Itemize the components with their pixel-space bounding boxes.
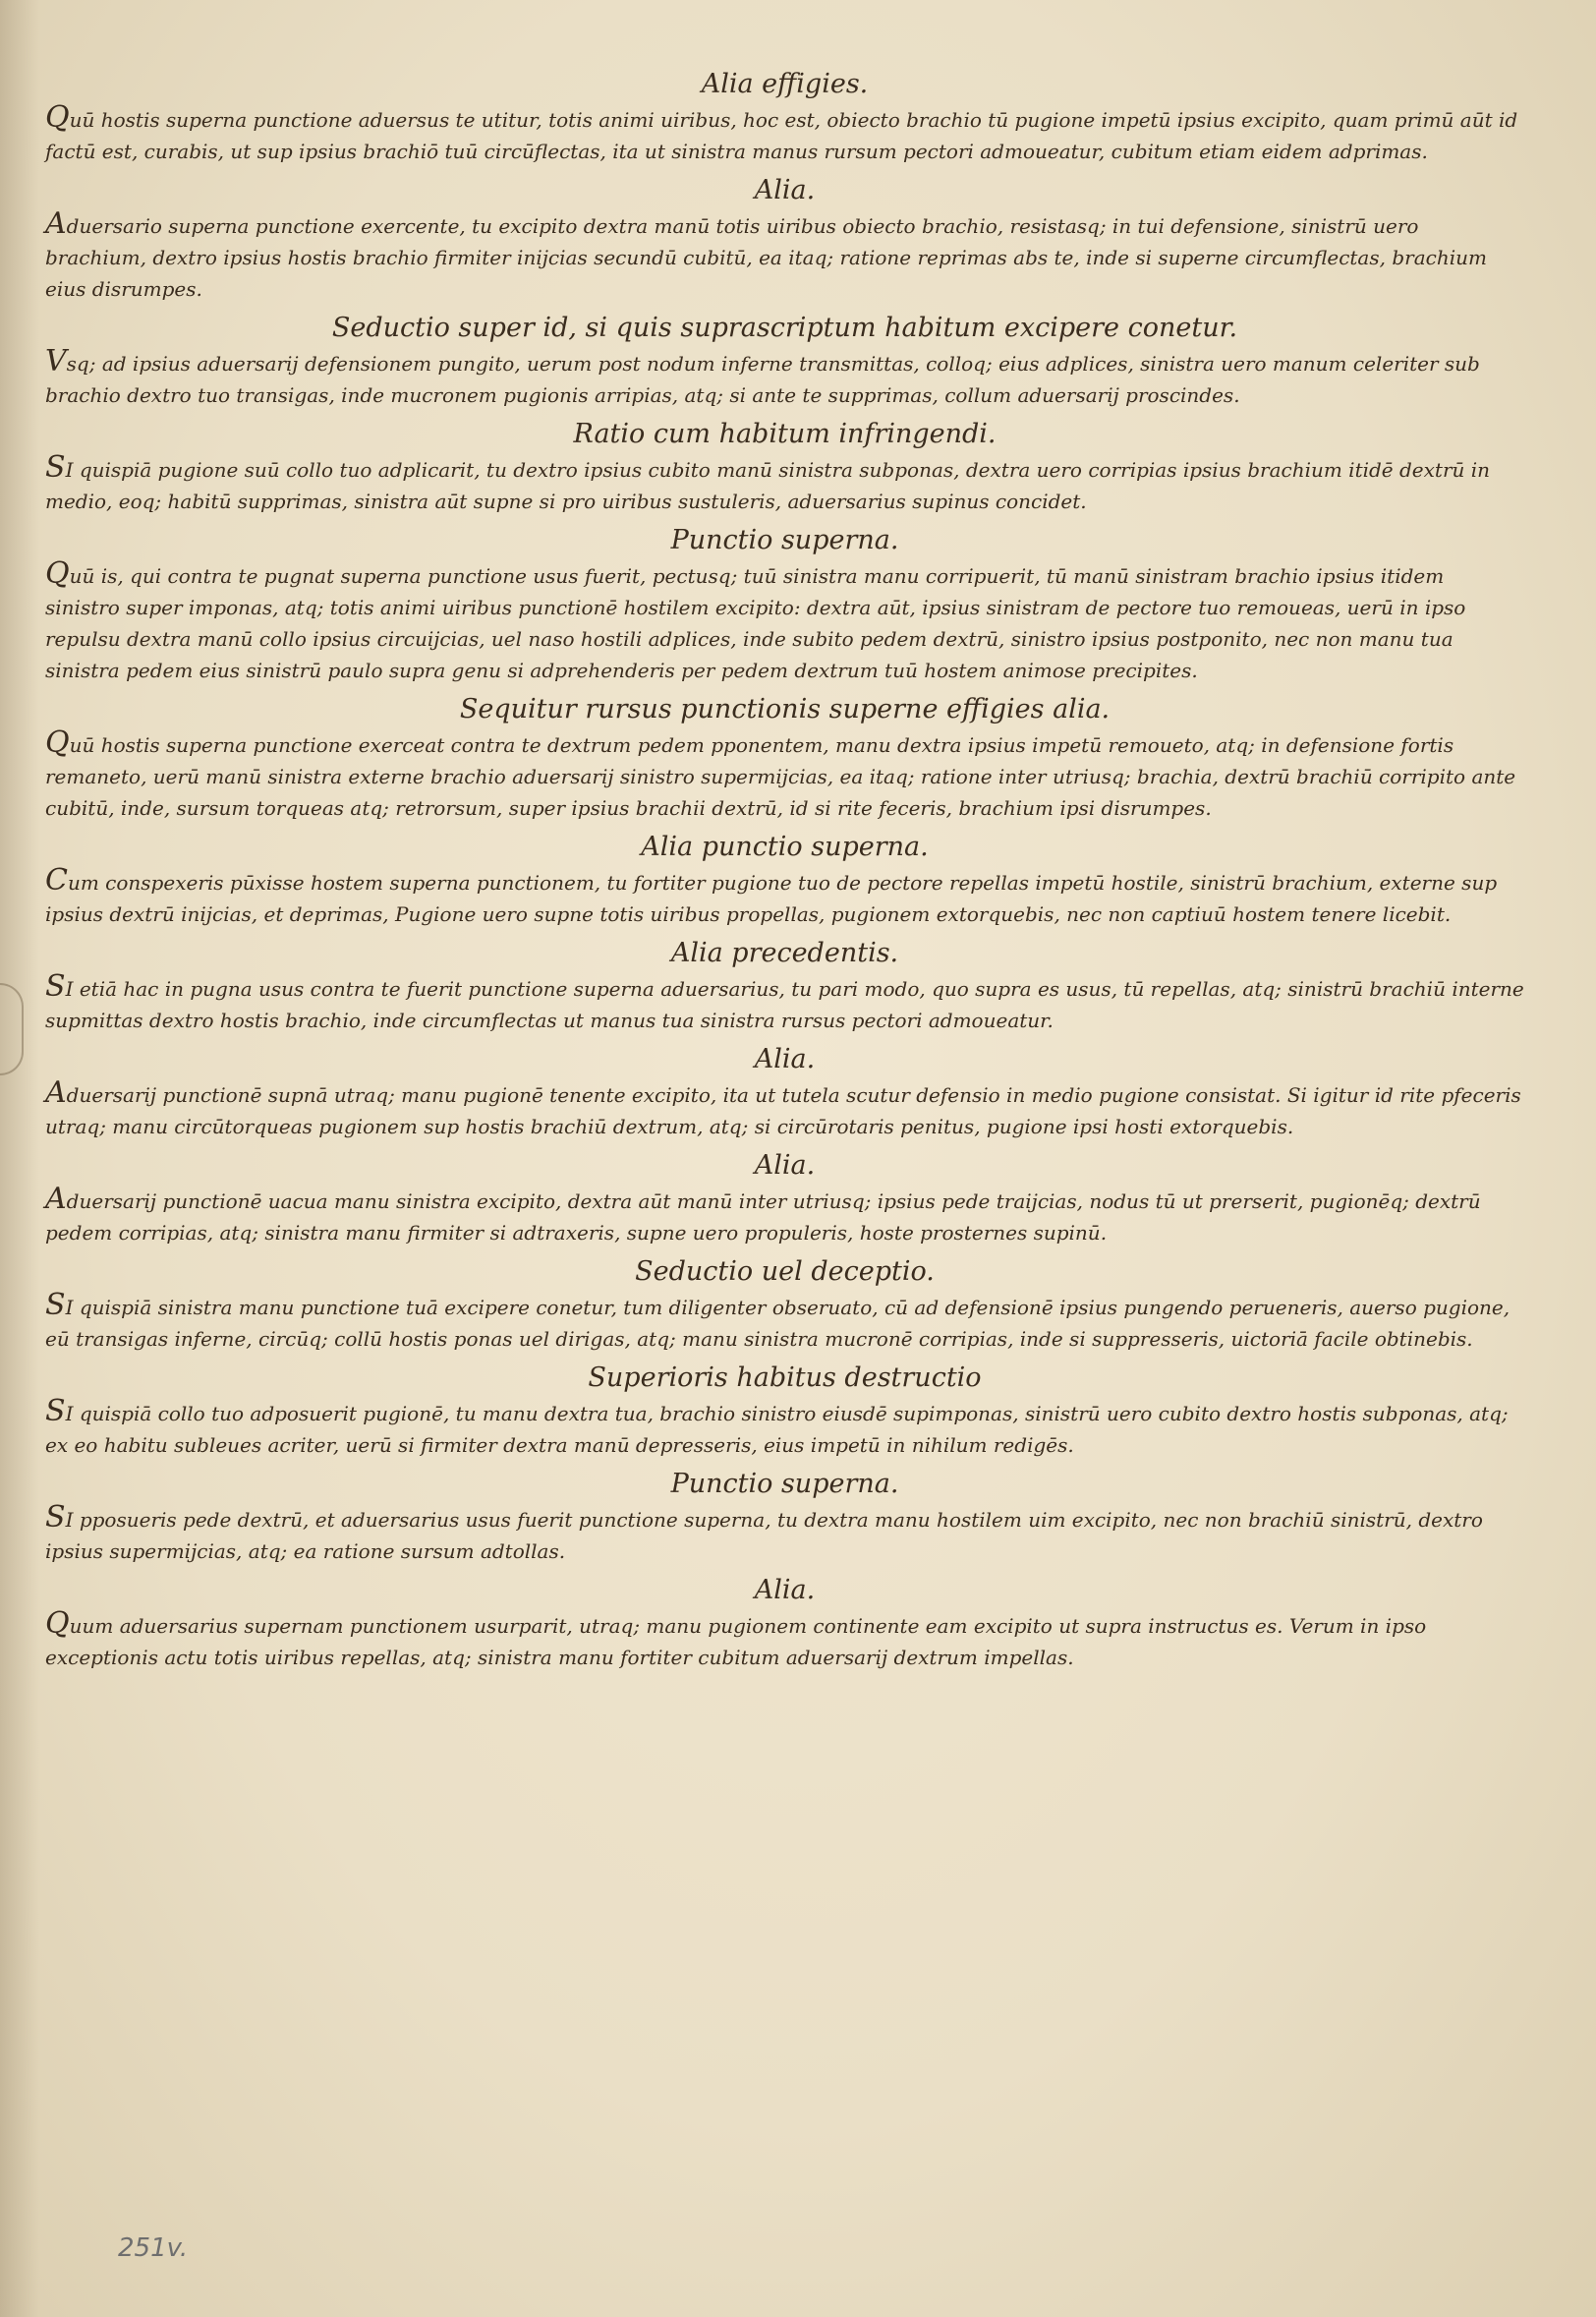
initial-letter: Q (45, 556, 70, 591)
section-heading: Alia. (754, 175, 816, 205)
section (45, 1573, 1524, 1673)
section (45, 417, 1524, 517)
initial-letter: V (45, 344, 67, 378)
section-heading: Alia effigies. (701, 69, 869, 99)
section-paragraph (45, 971, 1524, 1036)
section (45, 67, 1524, 167)
section-paragraph (45, 1502, 1524, 1567)
section (45, 1361, 1524, 1461)
section-paragraph (45, 1290, 1524, 1355)
section-heading: Punctio superna. (670, 525, 899, 555)
section (45, 692, 1524, 824)
section-heading: Alia. (754, 1044, 816, 1074)
paragraph-text: uū hostis superna punctione exerceat contra te dextrum pedem pponentem, manu dextra ipsius impetū remoueto, atq; in defensione fortis remaneto, uerū manū sinistra externe brachio aduersarij sinistro supermijcias, ea itaq; ratione inter utriusq; brachia, dextrū brachiū corripito ante cubitū, inde, sursum torqueas atq; retrorsum, super ipsius brachii dextrū, id si rite feceris, brachium ipsi disrumpes. (45, 733, 1516, 820)
paragraph-text: I etiā hac in pugna usus contra te fuerit punctione superna aduersarius, tu pari modo, quo supra es usus, tū repellas, atq; sinistrū brachiū interne supmittas dextro hostis brachio, inde circumflectas ut manus tua sinistra rursus pectori admoueatur. (45, 977, 1524, 1032)
initial-letter: S (45, 1500, 66, 1535)
section-heading: Seductio uel deceptio. (635, 1256, 935, 1287)
paragraph-text: duersarij punctionē uacua manu sinistra excipito, dextra aūt manū inter utriusq; ipsius pede traijcias, nodus tū ut prerserit, pugionēq; dextrū pedem corripias, atq; sinistra manu firmiter si adtraxeris, supne uero propuleris, hoste prosternes supinū. (45, 1189, 1481, 1245)
section-heading: Alia punctio superna. (641, 832, 929, 862)
section (45, 1148, 1524, 1248)
section-paragraph (45, 208, 1524, 305)
section-heading: Superioris habitus destructio (588, 1362, 982, 1393)
paragraph-text: duersario superna punctione exercente, tu excipito dextra manū totis uiribus obiecto brachio, resistasq; in tui defensione, sinistrū uero brachium, dextro ipsius hostis brachio firmiter inijcias secundū cubitū, ea itaq; ratione reprimas abs te, inde si superne circumflectas, brachium eius disrumpes. (45, 214, 1487, 301)
initial-letter: A (45, 1075, 67, 1110)
section-paragraph (45, 1077, 1524, 1142)
section-heading: Punctio superna. (670, 1469, 899, 1499)
section-paragraph (45, 102, 1524, 167)
initial-letter: S (45, 969, 66, 1004)
section-paragraph (45, 1396, 1524, 1461)
section-heading: Alia precedentis. (670, 938, 899, 968)
section (45, 830, 1524, 930)
paragraph-text: I quispiā pugione suū collo tuo adplicarit, tu dextro ipsius cubito manū sinistra subponas, dextra uero corripias ipsius brachium itidē dextrū in medio, eoq; habitū supprimas, sinistra aūt supne si pro uiribus sustuleris, aduersarius supinus concidet. (45, 458, 1491, 513)
section (45, 1042, 1524, 1142)
manuscript-text (45, 67, 1524, 1679)
section-heading: Ratio cum habitum infringendi. (573, 419, 997, 449)
paragraph-text: uū hostis superna punctione aduersus te utitur, totis animi uiribus, hoc est, obiecto brachio tū pugione impetū ipsius excipito, quam primū aūt id factū est, curabis, ut sup ipsius brachiō tuū circūflectas, ita ut sinistra manus rursum pectori admoueatur, cubitum etiam eidem adprimas. (45, 108, 1518, 163)
section-paragraph (45, 1608, 1524, 1673)
paragraph-text: sq; ad ipsius aduersarij defensionem pungito, uerum post nodum inferne transmittas, colloq; eius adplices, sinistra uero manum celeriter sub brachio dextro tuo transigas, inde mucronem pugionis arripias, atq; si ante te supprimas, collum aduersarij proscindes. (45, 352, 1480, 407)
section-paragraph (45, 865, 1524, 930)
section-heading: Alia. (754, 1150, 816, 1181)
section-paragraph (45, 1184, 1524, 1248)
initial-letter: S (45, 450, 66, 485)
paragraph-text: um conspexeris pūxisse hostem superna punctionem, tu fortiter pugione tuo de pectore repellas impetū hostile, sinistrū brachium, externe sup ipsius dextrū inijcias, et deprimas, Pugione uero supne totis uiribus propellas, pugionem extorquebis, nec non captiuū hostem tenere licebit. (45, 871, 1498, 926)
section (45, 936, 1524, 1036)
binding-shadow (0, 0, 39, 2317)
section-paragraph (45, 558, 1524, 686)
page-tab-mark (0, 983, 24, 1075)
initial-letter: S (45, 1394, 66, 1428)
initial-letter: A (45, 1182, 67, 1216)
section (45, 1254, 1524, 1355)
paragraph-text: I quispiā collo tuo adposuerit pugionē, tu manu dextra tua, brachio sinistro eiusdē supimponas, sinistrū uero cubito dextro hostis subponas, atq; ex eo habitu subleues acriter, uerū si firmiter dextra manū depresseris, eius impetū in nihilum redigēs. (45, 1402, 1509, 1457)
initial-letter: Q (45, 100, 70, 135)
initial-letter: Q (45, 1606, 70, 1641)
initial-letter: C (45, 863, 68, 898)
section (45, 1467, 1524, 1567)
folio-number: 251v. (118, 2233, 189, 2263)
paragraph-text: I quispiā sinistra manu punctione tuā excipere conetur, tum diligenter obseruato, cū ad defensionē ipsius pungendo perueneris, auerso pugione, eū transigas inferne, circūq; collū hostis ponas uel dirigas, atq; manu sinistra mucronē corripias, inde si suppresseris, uictoriā facile obtinebis. (45, 1296, 1510, 1351)
initial-letter: S (45, 1288, 66, 1322)
section (45, 173, 1524, 305)
paragraph-text: I pposueris pede dextrū, et aduersarius usus fuerit punctione superna, tu dextra manu hostilem uim excipito, nec non brachiū sinistrū, dextro ipsius supermijcias, atq; ea ratione sursum adtollas. (45, 1508, 1483, 1563)
section-paragraph (45, 346, 1524, 411)
section-paragraph (45, 727, 1524, 824)
initial-letter: Q (45, 725, 70, 760)
section-heading: Alia. (754, 1575, 816, 1605)
paragraph-text: duersarij punctionē supnā utraq; manu pugionē tenente excipito, ita ut tutela scutur defensio in medio pugione consistat. Si igitur id rite pfeceris utraq; manu circūtorqueas pugionem sup hostis brachiū dextrum, atq; si circūrotaris penitus, pugione ipsi hosti extorquebis. (45, 1083, 1521, 1138)
paragraph-text: uum aduersarius supernam punctionem usurparit, utraq; manu pugionem continente eam excipito ut supra instructus es. Verum in ipso exceptionis actu totis uiribus repellas, atq; sinistra manu fortiter cubitum aduersarij dextrum impellas. (45, 1614, 1427, 1669)
section-paragraph (45, 452, 1524, 517)
initial-letter: A (45, 206, 67, 241)
section (45, 523, 1524, 686)
section-heading: Sequitur rursus punctionis superne effigies alia. (459, 694, 1111, 724)
paragraph-text: uū is, qui contra te pugnat superna punctione usus fuerit, pectusq; tuū sinistra manu corripuerit, tū manū sinistram brachio ipsius itidem sinistro super imponas, atq; totis animi uiribus punctionē hostilem excipito: dextra aūt, ipsius sinistram de pectore tuo remoueas, uerū in ipso repulsu dextra manū collo ipsius circuijcias, uel naso hostili adplices, inde subito pedem dextrū, sinistro ipsius postponito, nec non manu tua sinistra pedem eius sinistrū paulo supra genu si adprehenderis per pedem dextrum tuū hostem animose precipites. (45, 564, 1466, 682)
section (45, 311, 1524, 411)
section-heading: Seductio super id, si quis suprascriptum habitum excipere conetur. (331, 313, 1238, 343)
